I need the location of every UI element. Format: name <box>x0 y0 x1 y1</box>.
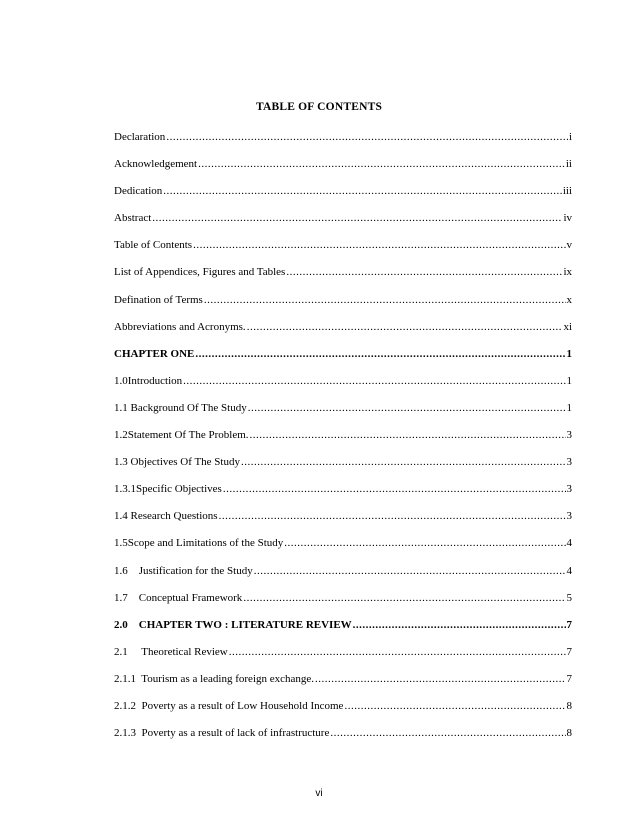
dot-leader <box>286 266 562 278</box>
toc-entry-page-number: 7 <box>566 645 572 658</box>
toc-entry-page-number: 4 <box>566 564 572 577</box>
toc-entry-page-number: 8 <box>566 727 572 740</box>
toc-entry <box>114 402 572 429</box>
toc-entry <box>114 537 572 564</box>
toc-entry-page-number: ii <box>565 158 572 171</box>
toc-entry <box>114 592 572 619</box>
toc-entry-page-number: 5 <box>566 591 572 604</box>
dot-leader <box>254 565 566 577</box>
toc-entry-page-number: 3 <box>566 429 572 442</box>
toc-entry-label: 2.0 CHAPTER TWO : LITERATURE REVIEW <box>114 618 352 631</box>
toc-entry <box>114 673 572 700</box>
toc-entry-label: 1.3.1Specific Objectives <box>114 483 222 496</box>
dot-leader <box>247 321 563 333</box>
toc-entry-page-number: iii <box>562 185 572 198</box>
toc-entry <box>114 212 572 239</box>
toc-entry-label: 1.3 Objectives Of The Study <box>114 456 240 469</box>
toc-entry-page-number: 8 <box>566 699 572 712</box>
dot-leader <box>198 158 565 170</box>
toc-entry <box>114 700 572 727</box>
toc-entry <box>114 456 572 483</box>
dot-leader <box>241 456 566 468</box>
page-title: TABLE OF CONTENTS <box>255 101 383 113</box>
toc-entry <box>114 321 572 348</box>
toc-entry <box>114 565 572 592</box>
dot-leader <box>193 239 565 251</box>
toc-entry-page-number: 1 <box>566 347 572 360</box>
toc-entry-label: 1.1 Background Of The Study <box>114 401 247 414</box>
toc-entry-label: 1.7 Conceptual Framework <box>114 591 243 604</box>
toc-entry-page-number: 1 <box>566 401 572 414</box>
toc-entry-label: Dedication <box>114 185 163 198</box>
toc-entry-page-number: 7 <box>566 672 572 685</box>
dot-leader <box>229 646 566 658</box>
toc-entry-page-number: i <box>568 131 572 143</box>
toc-entry-label: CHAPTER ONE <box>114 347 195 360</box>
toc-entry <box>114 375 572 402</box>
toc-entry <box>114 185 572 212</box>
toc-entry-page-number: xi <box>563 320 572 333</box>
toc-entry <box>114 294 572 321</box>
toc-entry-label: Declaration <box>114 131 166 143</box>
toc-entry-page-number: iv <box>563 212 572 225</box>
toc-entry-label: Abstract <box>114 212 152 225</box>
toc-entry-label: 2.1.3 Poverty as a result of lack of infrastructure <box>114 727 330 740</box>
dot-leader <box>195 348 565 360</box>
toc-entry <box>114 239 572 266</box>
toc-entry <box>114 266 572 293</box>
dot-leader <box>223 483 566 495</box>
toc-entry-label: 2.1 Theoretical Review <box>114 645 228 658</box>
toc-entry-page-number: 3 <box>566 456 572 469</box>
toc-entry <box>114 619 572 646</box>
toc-entry-label: List of Appendices, Figures and Tables <box>114 266 286 279</box>
toc-entry <box>114 429 572 456</box>
toc-list <box>114 131 572 754</box>
toc-entry-page-number: 3 <box>566 483 572 496</box>
toc-entry <box>114 727 572 754</box>
toc-entry-label: 1.4 Research Questions <box>114 510 218 523</box>
toc-entry <box>114 510 572 537</box>
toc-entry-page-number: 7 <box>566 618 572 631</box>
toc-entry-label: Acknowledgement <box>114 158 198 171</box>
toc-entry-label: 1.5Scope and Limitations of the Study <box>114 537 284 550</box>
toc-entry-label: 2.1.2 Poverty as a result of Low Household Income <box>114 699 344 712</box>
toc-entry-label: 1.0Introduction <box>114 374 183 387</box>
toc-entry-label: Abbreviations and Acronyms. <box>114 320 246 333</box>
dot-leader <box>219 510 566 522</box>
dot-leader <box>250 429 566 441</box>
footer-page-number: vi <box>315 788 323 799</box>
dot-leader <box>204 294 566 306</box>
toc-entry-page-number: 3 <box>566 510 572 523</box>
dot-leader <box>353 619 566 631</box>
toc-entry-label: 1.2Statement Of The Problem. <box>114 429 249 442</box>
toc-entry-page-number: x <box>566 293 572 306</box>
toc-entry <box>114 158 572 185</box>
dot-leader <box>284 537 565 549</box>
dot-leader <box>344 700 565 712</box>
dot-leader <box>163 185 562 197</box>
toc-entry-page-number: 1 <box>566 374 572 387</box>
toc-entry-page-number: ix <box>563 266 572 279</box>
toc-entry <box>114 348 572 375</box>
toc-entry-label: 2.1.1 Tourism as a leading foreign exchange. <box>114 672 315 685</box>
toc-entry <box>114 646 572 673</box>
toc-entry-page-number: 4 <box>566 537 572 550</box>
dot-leader <box>330 727 565 739</box>
toc-entry <box>114 131 572 158</box>
dot-leader <box>152 212 562 224</box>
toc-entry <box>114 483 572 510</box>
dot-leader <box>166 131 568 143</box>
toc-entry-label: 1.6 Justification for the Study <box>114 564 253 577</box>
toc-entry-label: Defination of Terms <box>114 293 203 306</box>
toc-entry-page-number: v <box>566 239 572 252</box>
dot-leader <box>315 673 565 685</box>
dot-leader <box>248 402 566 414</box>
dot-leader <box>183 375 565 387</box>
dot-leader <box>243 592 565 604</box>
toc-entry-label: Table of Contents <box>114 239 193 252</box>
